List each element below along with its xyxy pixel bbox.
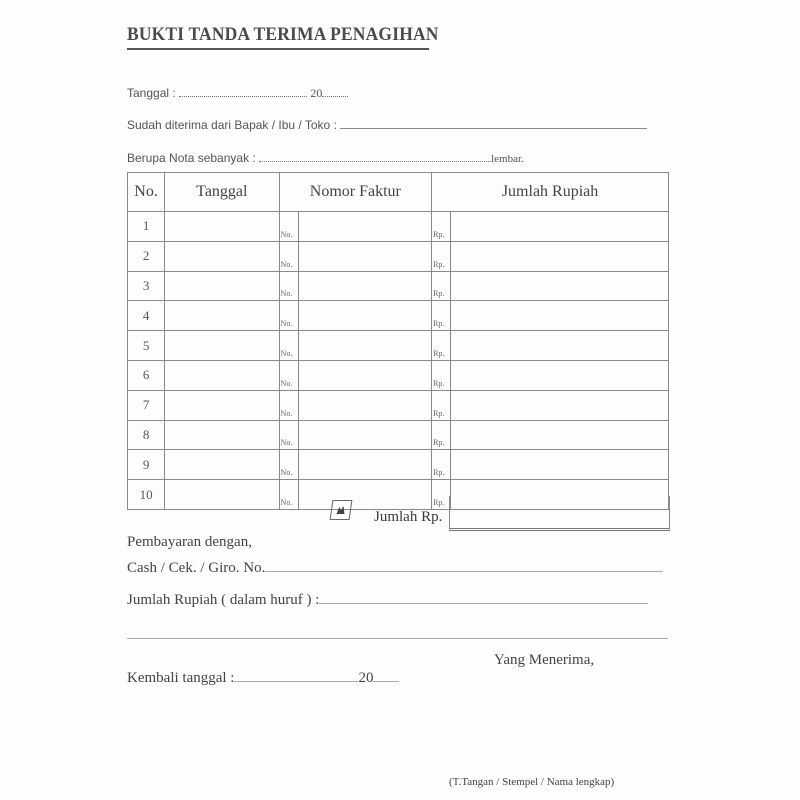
row-number: 5 — [128, 331, 165, 361]
row-number: 1 — [128, 212, 165, 242]
row-number: 9 — [128, 450, 165, 480]
row-rp-prefix: Rp. — [432, 271, 451, 301]
payment-heading: Pembayaran dengan, — [127, 534, 252, 550]
row-no-prefix: No. — [279, 212, 298, 242]
received-from-field[interactable] — [340, 128, 647, 129]
row-tanggal-cell[interactable] — [165, 450, 279, 480]
header-nomor-faktur: Nomor Faktur — [279, 173, 432, 212]
row-faktur-cell[interactable] — [298, 212, 431, 242]
row-no-prefix: No. — [279, 480, 298, 510]
tanggal-row — [127, 86, 348, 101]
row-rp-prefix: Rp. — [432, 420, 451, 450]
amount-words-row — [127, 592, 648, 609]
row-rp-prefix: Rp. — [432, 360, 451, 390]
row-number: 4 — [128, 301, 165, 331]
row-tanggal-cell[interactable] — [165, 331, 279, 361]
row-number: 2 — [128, 241, 165, 271]
row-tanggal-cell[interactable] — [165, 271, 279, 301]
total-amount-field[interactable] — [449, 496, 670, 531]
row-faktur-cell[interactable] — [298, 420, 431, 450]
signature-heading: Yang Menerima, — [494, 652, 595, 668]
table-header-row — [128, 173, 669, 212]
table-row — [128, 271, 669, 301]
row-tanggal-cell[interactable] — [165, 420, 279, 450]
table-row — [128, 450, 669, 480]
row-faktur-cell[interactable] — [298, 271, 431, 301]
header-no: No. — [128, 173, 165, 212]
return-date-label: Kembali tanggal : — [127, 670, 235, 686]
row-jumlah-cell[interactable] — [451, 420, 669, 450]
row-jumlah-cell[interactable] — [451, 450, 669, 480]
row-jumlah-cell[interactable] — [451, 301, 669, 331]
row-no-prefix: No. — [279, 271, 298, 301]
row-no-prefix: No. — [279, 360, 298, 390]
table-row — [128, 360, 669, 390]
row-rp-prefix: Rp. — [432, 241, 451, 271]
row-rp-prefix: Rp. — [432, 331, 451, 361]
signature-caption: (T.Tangan / Stempel / Nama lengkap) — [449, 776, 615, 788]
row-no-prefix: No. — [279, 390, 298, 420]
row-tanggal-cell[interactable] — [165, 212, 279, 242]
return-date-row — [127, 670, 399, 687]
amount-words-field-line2[interactable] — [127, 638, 668, 639]
row-no-prefix: No. — [279, 241, 298, 271]
received-from-row — [127, 118, 647, 132]
row-no-prefix: No. — [279, 420, 298, 450]
row-number: 8 — [128, 420, 165, 450]
payment-method-label: Cash / Cek. / Giro. No. — [127, 560, 266, 576]
row-tanggal-cell[interactable] — [165, 301, 279, 331]
row-faktur-cell[interactable] — [298, 360, 431, 390]
row-tanggal-cell[interactable] — [165, 360, 279, 390]
nota-row — [127, 151, 524, 165]
row-faktur-cell[interactable] — [298, 331, 431, 361]
row-jumlah-cell[interactable] — [451, 390, 669, 420]
row-tanggal-cell[interactable] — [165, 480, 279, 510]
row-faktur-cell[interactable] — [298, 390, 431, 420]
nota-label: Berupa Nota sebanyak : — [127, 151, 256, 165]
nota-count-field[interactable] — [259, 161, 491, 162]
row-tanggal-cell[interactable] — [165, 390, 279, 420]
tanggal-year: 20 — [310, 86, 323, 100]
row-number: 3 — [128, 271, 165, 301]
tanggal-year-field[interactable] — [322, 96, 348, 97]
table-row — [128, 420, 669, 450]
tanggal-label: Tanggal : — [127, 86, 176, 100]
title-underline — [127, 48, 429, 50]
row-rp-prefix: Rp. — [432, 450, 451, 480]
payment-method-field[interactable] — [265, 571, 663, 572]
row-no-prefix: No. — [279, 331, 298, 361]
row-faktur-cell[interactable] — [298, 480, 431, 510]
table-row — [128, 331, 669, 361]
table-row — [128, 241, 669, 271]
amount-words-label: Jumlah Rupiah ( dalam huruf ) : — [127, 592, 320, 608]
payment-method-row — [127, 560, 663, 577]
row-rp-prefix: Rp. — [432, 390, 451, 420]
row-jumlah-cell[interactable] — [451, 241, 669, 271]
nota-suffix: lembar. — [491, 153, 524, 165]
row-number: 10 — [128, 480, 165, 510]
row-rp-prefix: Rp. — [432, 480, 451, 510]
return-year: 20 — [358, 670, 374, 686]
amount-words-field[interactable] — [319, 603, 648, 604]
row-jumlah-cell[interactable] — [451, 271, 669, 301]
return-date-field[interactable] — [234, 681, 358, 682]
total-label: Jumlah Rp. — [374, 509, 443, 525]
row-rp-prefix: Rp. — [432, 301, 451, 331]
row-faktur-cell[interactable] — [298, 450, 431, 480]
tanggal-field[interactable] — [179, 96, 307, 97]
table-row — [128, 390, 669, 420]
row-jumlah-cell[interactable] — [451, 360, 669, 390]
table-row — [128, 212, 669, 242]
row-jumlah-cell[interactable] — [451, 331, 669, 361]
invoice-table — [127, 172, 669, 510]
return-year-field[interactable] — [373, 681, 399, 682]
row-jumlah-cell[interactable] — [451, 212, 669, 242]
publisher-logo-icon — [330, 500, 353, 520]
header-tanggal: Tanggal — [165, 173, 279, 212]
form-title: BUKTI TANDA TERIMA PENAGIHAN — [127, 24, 439, 45]
header-jumlah-rupiah: Jumlah Rupiah — [432, 173, 669, 212]
row-rp-prefix: Rp. — [432, 212, 451, 242]
table-row — [128, 301, 669, 331]
row-number: 6 — [128, 360, 165, 390]
row-faktur-cell[interactable] — [298, 241, 431, 271]
row-no-prefix: No. — [279, 301, 298, 331]
row-no-prefix: No. — [279, 450, 298, 480]
received-from-label: Sudah diterima dari Bapak / Ibu / Toko : — [127, 118, 337, 132]
row-tanggal-cell[interactable] — [165, 241, 279, 271]
row-number: 7 — [128, 390, 165, 420]
row-faktur-cell[interactable] — [298, 301, 431, 331]
